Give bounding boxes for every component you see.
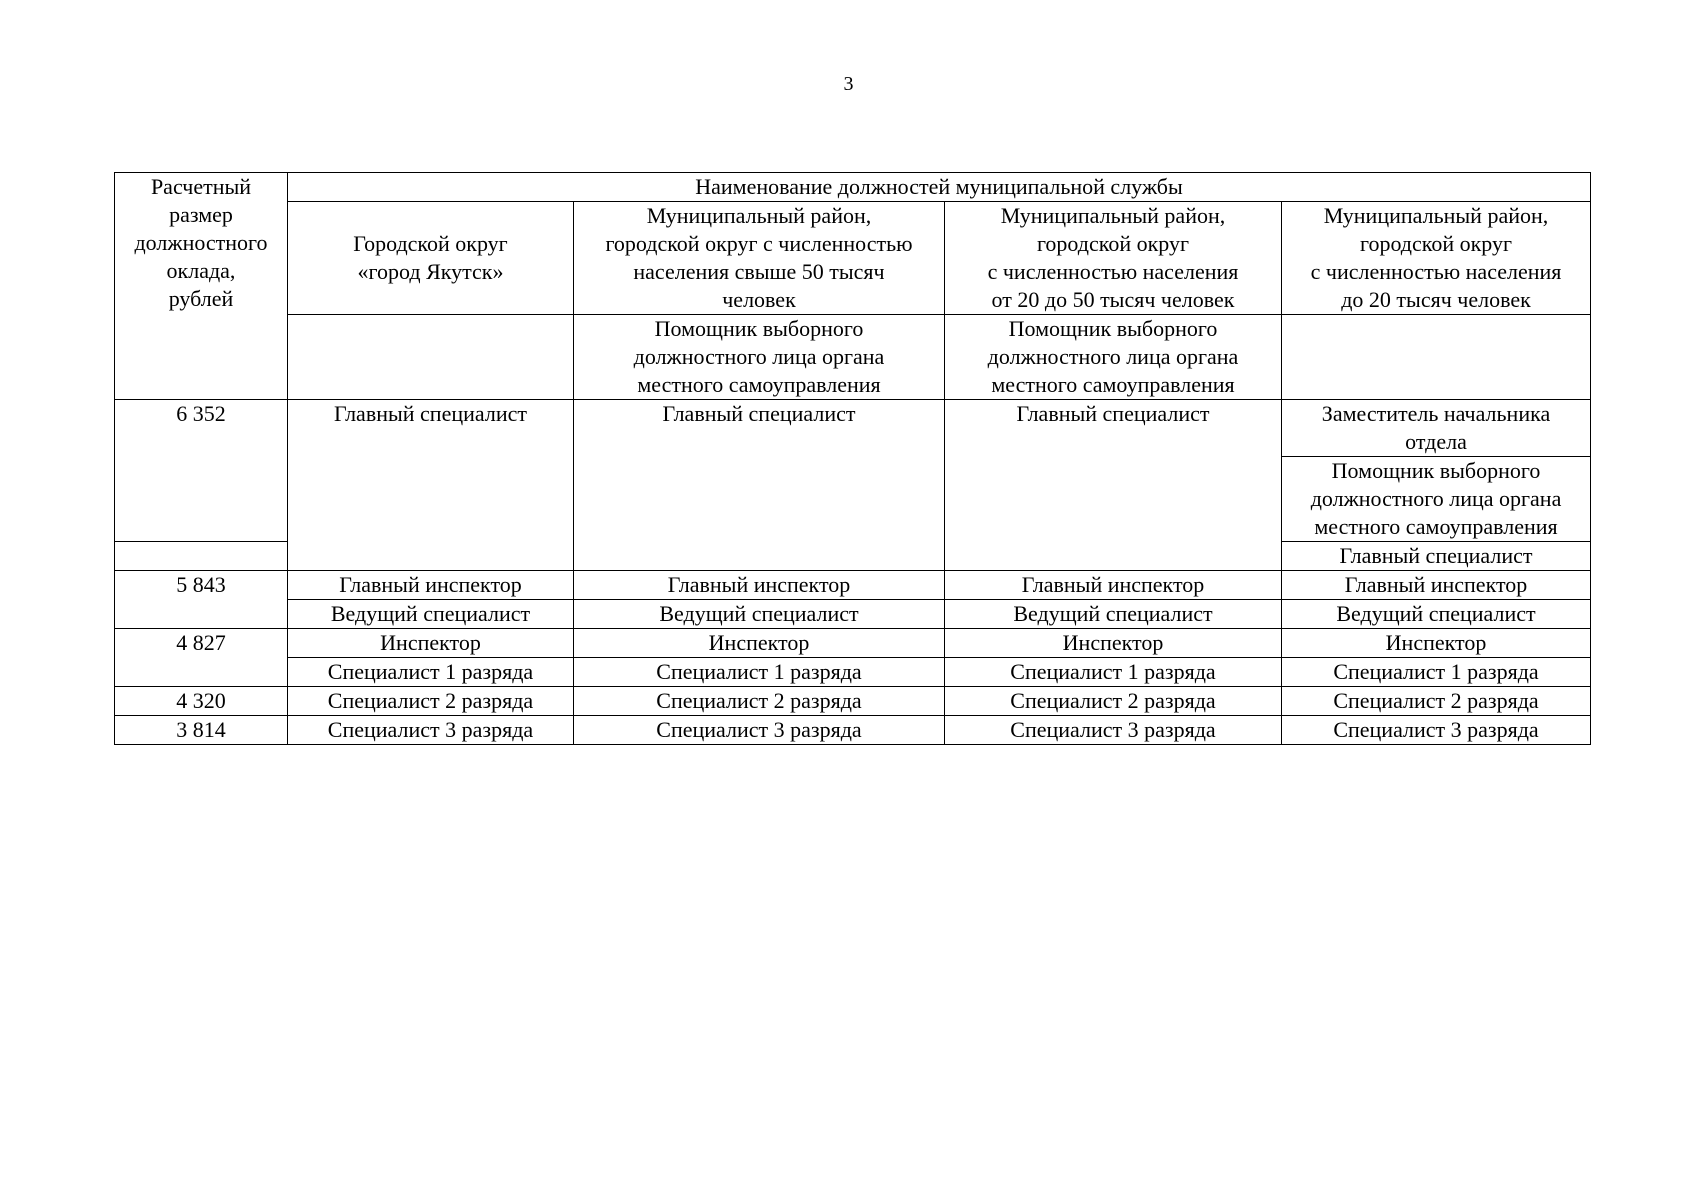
assistant-cell-under-20k: [1282, 315, 1591, 400]
position-cell: Специалист 3 разряда: [288, 716, 574, 745]
table-row: [115, 600, 1591, 629]
position-cell: Ведущий специалист: [288, 600, 574, 629]
assistant-cell-yakutsk: [288, 315, 574, 400]
position-cell: Специалист 2 разряда: [1282, 687, 1591, 716]
position-cell: Главный специалист: [574, 400, 945, 571]
group-header-row: [115, 202, 1591, 315]
position-cell: Специалист 2 разряда: [574, 687, 945, 716]
position-cell: Помощник выборного должностного лица органа местного самоуправления: [1282, 457, 1591, 542]
position-cell: Ведущий специалист: [1282, 600, 1591, 629]
position-cell: Специалист 1 разряда: [945, 658, 1282, 687]
position-cell: Специалист 1 разряда: [1282, 658, 1591, 687]
position-cell: Главный специалист: [945, 400, 1282, 571]
salary-table: [114, 172, 1591, 745]
position-cell: Главный инспектор: [288, 571, 574, 600]
position-cell: Специалист 3 разряда: [1282, 716, 1591, 745]
position-cell: Ведущий специалист: [945, 600, 1282, 629]
positions-main-header: Наименование должностей муниципальной службы: [288, 173, 1591, 202]
assistant-cell-20-50k: Помощник выборного должностного лица органа местного самоуправления: [945, 315, 1282, 400]
position-cell: Специалист 1 разряда: [574, 658, 945, 687]
position-cell: Инспектор: [288, 629, 574, 658]
position-cell: Заместитель начальника отдела: [1282, 400, 1591, 457]
group-header-20-50k: Муниципальный район, городской округ с численностью населения от 20 до 50 тысяч человек: [945, 202, 1282, 315]
position-cell: Главный специалист: [1282, 542, 1591, 571]
position-cell: Главный инспектор: [945, 571, 1282, 600]
salary-cell-empty: [115, 542, 288, 571]
position-cell: Специалист 2 разряда: [288, 687, 574, 716]
position-cell: Специалист 2 разряда: [945, 687, 1282, 716]
position-cell: Инспектор: [574, 629, 945, 658]
salary-cell: 3 814: [115, 716, 288, 745]
salary-cell: 5 843: [115, 571, 288, 629]
table-row: [115, 400, 1591, 457]
position-cell: Специалист 1 разряда: [288, 658, 574, 687]
position-cell: Инспектор: [1282, 629, 1591, 658]
assistant-cell-over-50k: Помощник выборного должностного лица органа местного самоуправления: [574, 315, 945, 400]
position-cell: Главный специалист: [288, 400, 574, 571]
page-number: 3: [843, 73, 854, 95]
position-cell: Ведущий специалист: [574, 600, 945, 629]
assistant-row: [115, 315, 1591, 400]
table-row: [115, 571, 1591, 600]
group-header-over-50k: Муниципальный район, городской округ с численностью населения свыше 50 тысяч человек: [574, 202, 945, 315]
table-row: [115, 687, 1591, 716]
salary-cell: 6 352: [115, 400, 288, 542]
salary-cell: 4 827: [115, 629, 288, 687]
salary-column-header: Расчетный размер должностного оклада, рублей: [115, 173, 288, 400]
table-row: [115, 658, 1591, 687]
position-cell: Специалист 3 разряда: [945, 716, 1282, 745]
group-header-yakutsk: Городской округ «город Якутск»: [288, 202, 574, 315]
salary-cell: 4 320: [115, 687, 288, 716]
position-cell: Специалист 3 разряда: [574, 716, 945, 745]
table-row: [115, 629, 1591, 658]
position-cell: Инспектор: [945, 629, 1282, 658]
group-header-under-20k: Муниципальный район, городской округ с численностью населения до 20 тысяч человек: [1282, 202, 1591, 315]
header-row: [115, 173, 1591, 202]
table-row: [115, 716, 1591, 745]
position-cell: Главный инспектор: [1282, 571, 1591, 600]
position-cell: Главный инспектор: [574, 571, 945, 600]
